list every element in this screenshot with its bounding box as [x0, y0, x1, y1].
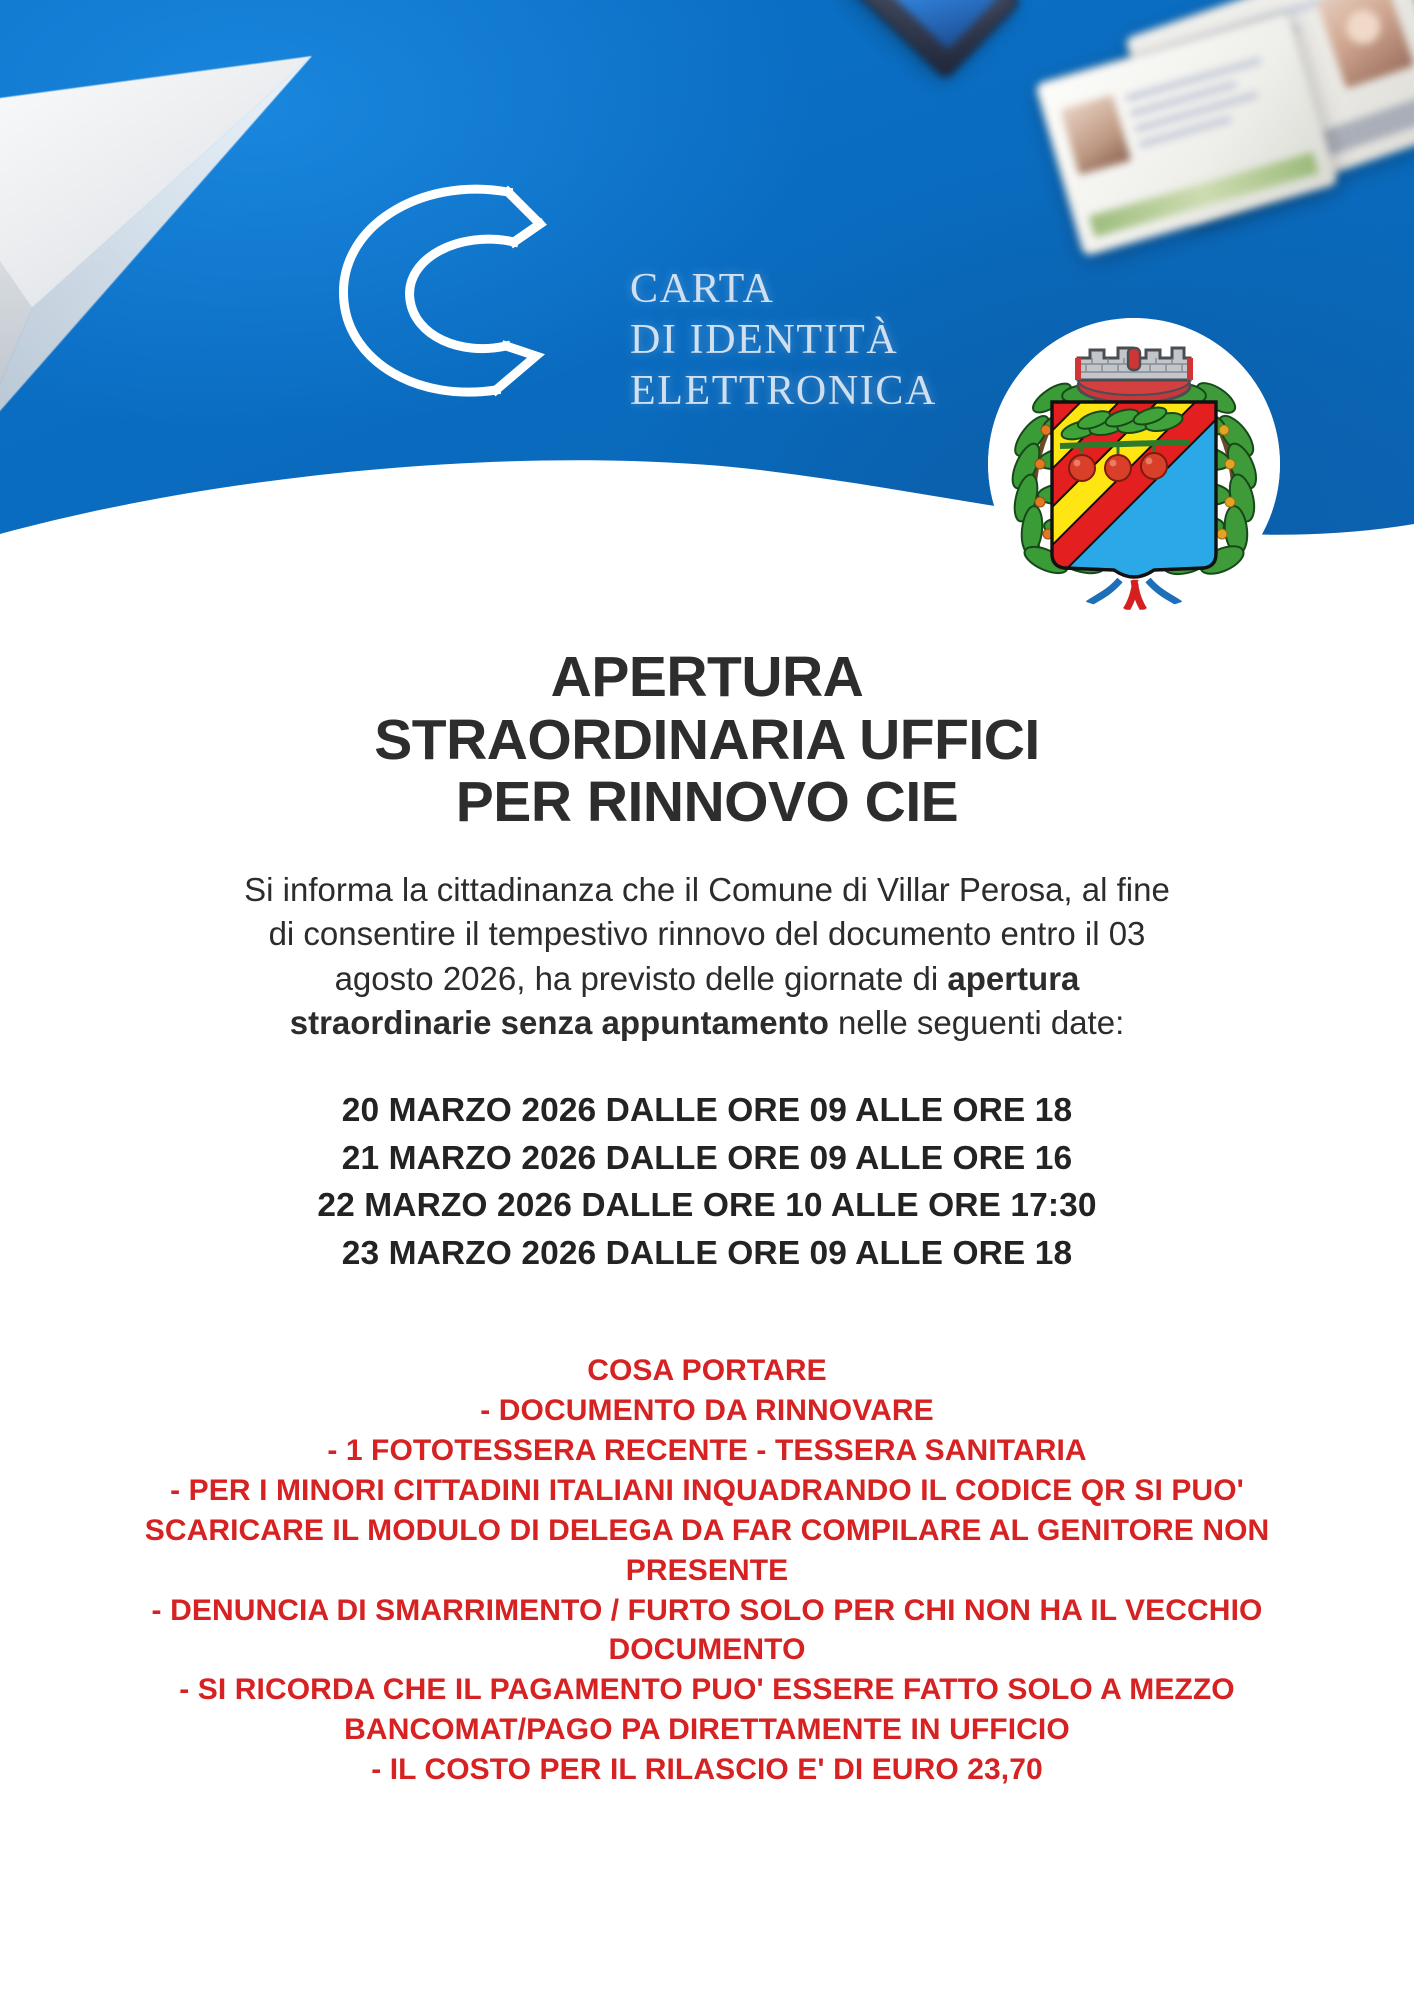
requirement-item: - IL COSTO PER IL RILASCIO E' DI EURO 23,70	[371, 1753, 1043, 1787]
requirement-item: - DENUNCIA DI SMARRIMENTO / FURTO SOLO PER CHI NON HA IL VECCHIO DOCUMENTO	[151, 1593, 1263, 1667]
date-item: 20 MARZO 2026 DALLE ORE 09 ALLE ORE 18	[341, 1091, 1073, 1129]
mural-crown	[1078, 348, 1190, 403]
card-portrait	[1317, 0, 1414, 89]
title-line-3: PER RINNOVO CIE	[455, 770, 959, 835]
cie-brand-text	[630, 264, 1060, 418]
requirement-item: - PER I MINORI CITTADINI ITALIANI INQUADRANDO IL CODICE QR SI PUO' SCARICARE IL MODULO DI DELEGA DA FAR COMPILARE AL GENITORE NON PRESENTE	[144, 1473, 1270, 1587]
page-title	[0, 646, 1414, 834]
requirement-item: - DOCUMENTO DA RINNOVARE	[480, 1394, 934, 1428]
requirement-item: - 1 FOTOTESSERA RECENTE - TESSERA SANITARIA	[327, 1433, 1087, 1467]
coat-of-arms	[988, 318, 1280, 610]
requirements-heading: COSA PORTARE	[587, 1354, 827, 1388]
card-band	[1089, 152, 1319, 237]
intro-text-part-2: nelle seguenti date:	[828, 1003, 1125, 1041]
requirements-list	[87, 1351, 1327, 1790]
poster-content	[0, 600, 1414, 1790]
date-item: 23 MARZO 2026 DALLE ORE 09 ALLE ORE 18	[341, 1234, 1073, 1272]
identity-card-photo-back	[1034, 11, 1338, 257]
title-line-2: STRAORDINARIA UFFICI	[374, 707, 1040, 772]
cie-brand-line-1: CARTA	[630, 266, 775, 312]
dates-list	[157, 1087, 1257, 1277]
cie-brand-line-2: DI IDENTITÀ	[630, 317, 899, 364]
intro-paragraph	[242, 868, 1172, 1045]
smartphone-photo	[838, 0, 1022, 81]
requirement-item: - SI RICORDA CHE IL PAGAMENTO PUO' ESSERE FATTO SOLO A MEZZO BANCOMAT/PAGO PA DIRETTAMENTE IN UFFICIO	[179, 1673, 1235, 1747]
date-item: 22 MARZO 2026 DALLE ORE 10 ALLE ORE 17:30	[317, 1187, 1097, 1225]
date-item: 21 MARZO 2026 DALLE ORE 09 ALLE ORE 16	[341, 1139, 1073, 1177]
cie-brand-line-3: ELETTRONICA	[630, 368, 937, 415]
intro-text-part-1: Si informa la cittadinanza che il Comune di Villar Perosa, al fine di consentire il tempestivo rinnovo del documento entro il 03 agosto 2026, ha previsto delle giornate di	[244, 871, 1170, 997]
cie-logo-icon	[300, 150, 620, 450]
intro-bold-emphasis: apertura straordinarie senza appuntamento	[289, 959, 1080, 1041]
card-portrait	[1060, 95, 1131, 175]
title-line-1: APERTURA	[550, 645, 864, 709]
